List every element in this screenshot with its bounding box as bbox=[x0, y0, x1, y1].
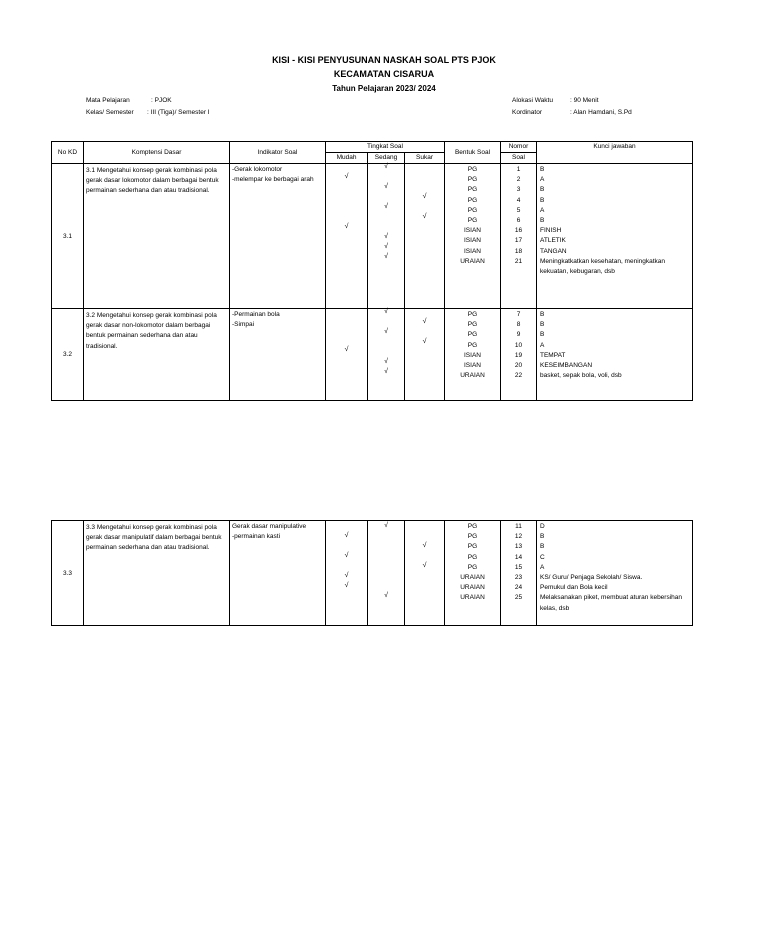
indikator-item: -Permainan bola bbox=[232, 311, 280, 318]
list-item: B bbox=[540, 321, 545, 329]
nomor-list bbox=[501, 521, 536, 604]
list-item: 10 bbox=[514, 341, 523, 349]
header-nomor: Nomor bbox=[501, 142, 537, 153]
header-tingkat: Tingkat Soal bbox=[326, 142, 445, 153]
mapel-value: : PJOK bbox=[151, 97, 172, 104]
check-mark: √ bbox=[344, 552, 349, 559]
list-item: 23 bbox=[514, 573, 523, 581]
sukar-cell bbox=[405, 309, 445, 401]
list-item: 19 bbox=[514, 351, 523, 359]
alokasi-value: : 90 Menit bbox=[570, 97, 599, 104]
indikator-item: -Simpai bbox=[232, 321, 255, 329]
list-item: 13 bbox=[514, 543, 523, 551]
header-sukar: Sukar bbox=[405, 153, 445, 164]
sukar-cell bbox=[405, 164, 445, 309]
list-item: 1 bbox=[516, 166, 521, 173]
list-item: 9 bbox=[516, 331, 521, 339]
bentuk-cell bbox=[445, 521, 501, 626]
kompetensi-text: 3.3 Mengetahui konsep gerak kombinasi pola gerak dasar manipulatif dalam berbagai bentuk permainan sederhana dan atau tradisional. bbox=[86, 524, 222, 552]
meta-kelas bbox=[86, 108, 210, 118]
indikator-item: -Gerak lokomotor bbox=[232, 166, 283, 173]
kunci-cell bbox=[537, 521, 693, 626]
bentuk-list bbox=[445, 309, 500, 381]
check-mark: √ bbox=[384, 592, 388, 599]
list-item: C bbox=[540, 553, 545, 561]
nomor-list bbox=[501, 164, 536, 267]
meta-kordinator bbox=[512, 108, 632, 118]
kompetensi-cell bbox=[84, 521, 230, 626]
list-item: A bbox=[540, 341, 545, 349]
check-mark: √ bbox=[422, 338, 427, 345]
kunci-list bbox=[537, 521, 692, 614]
list-item: ATLETIK bbox=[540, 237, 566, 245]
kisi-table-main bbox=[51, 141, 693, 401]
list-item: B bbox=[540, 331, 545, 339]
list-item: B bbox=[540, 166, 545, 173]
list-item: PG bbox=[467, 311, 478, 318]
kunci-cell bbox=[537, 164, 693, 309]
nomor-cell bbox=[501, 309, 537, 401]
kelas-label: Kelas/ Semester bbox=[86, 109, 134, 116]
list-item: 11 bbox=[515, 523, 522, 530]
check-mark: √ bbox=[384, 522, 388, 529]
bentuk-list bbox=[445, 521, 500, 604]
school-year: Tahun Pelajaran 2023/ 2024 bbox=[332, 84, 436, 93]
sedang-cell bbox=[368, 164, 405, 309]
indikator-cell bbox=[230, 309, 326, 401]
check-mark: √ bbox=[344, 532, 349, 539]
list-item: PG bbox=[467, 341, 478, 349]
check-mark: √ bbox=[422, 562, 427, 569]
check-mark: √ bbox=[384, 328, 388, 335]
list-item: B bbox=[540, 196, 545, 204]
list-item: 14 bbox=[514, 553, 523, 561]
list-item: basket, sepak bola, voli, dsb bbox=[540, 372, 622, 380]
bentuk-cell bbox=[445, 309, 501, 401]
list-item: 6 bbox=[516, 216, 521, 224]
list-item: 15 bbox=[514, 563, 523, 571]
mudah-cell bbox=[326, 164, 368, 309]
list-item: 24 bbox=[514, 584, 523, 592]
list-item: B bbox=[540, 311, 545, 318]
list-item: 5 bbox=[516, 206, 521, 214]
check-mark: √ bbox=[384, 253, 388, 260]
check-mark: √ bbox=[384, 233, 388, 240]
list-item: 4 bbox=[516, 196, 521, 204]
check-mark: √ bbox=[384, 308, 388, 315]
kordinator-value: : Alan Hamdani, S.Pd bbox=[570, 109, 632, 116]
alokasi-label: Alokasi Waktu bbox=[512, 97, 553, 104]
list-item: 20 bbox=[514, 361, 523, 369]
document-title: KISI - KISI PENYUSUNAN NASKAH SOAL PTS PJOK bbox=[272, 55, 496, 65]
table-row bbox=[52, 521, 693, 626]
header-bentuk: Bentuk Soal bbox=[445, 142, 501, 164]
list-item: ISIAN bbox=[464, 351, 481, 359]
list-item: 25 bbox=[514, 594, 523, 602]
kompetensi-text: 3.2 Mengetahui konsep gerak kombinasi pola gerak dasar non-lokomotor dalam berbagai bentuk permainan sederhana dan atau tradisional. bbox=[86, 312, 217, 350]
list-item: B bbox=[540, 543, 545, 551]
kordinator-label: Kordinator bbox=[512, 109, 542, 116]
list-item: 17 bbox=[514, 237, 523, 245]
list-item: B bbox=[540, 216, 545, 224]
nomor-list bbox=[501, 309, 536, 381]
indikator-item: Gerak dasar manipulative bbox=[232, 523, 307, 530]
list-item: KESEIMBANGAN bbox=[540, 361, 593, 369]
kunci-list bbox=[537, 309, 692, 381]
list-item: PG bbox=[467, 196, 478, 204]
list-item: A bbox=[540, 176, 545, 184]
document-subtitle: KECAMATAN CISARUA bbox=[333, 69, 435, 79]
list-item: 22 bbox=[514, 372, 523, 380]
meta-mapel bbox=[86, 96, 172, 106]
check-mark: √ bbox=[422, 213, 427, 220]
check-mark: √ bbox=[422, 542, 427, 549]
nomor-cell bbox=[501, 521, 537, 626]
list-item: PG bbox=[467, 176, 478, 184]
check-mark: √ bbox=[384, 358, 388, 365]
list-item: 3 bbox=[516, 186, 521, 194]
list-item: Pemukul dan Bola kecil bbox=[540, 584, 608, 592]
list-item: 8 bbox=[516, 321, 521, 329]
list-item: URAIAN bbox=[460, 584, 485, 592]
kunci-list bbox=[537, 164, 692, 277]
check-mark: √ bbox=[384, 368, 388, 375]
indikator-item: -permainan kasti bbox=[232, 533, 281, 541]
list-item: B bbox=[540, 186, 545, 194]
mudah-cell bbox=[326, 521, 368, 626]
check-mark: √ bbox=[384, 183, 388, 190]
list-item: ISIAN bbox=[464, 247, 481, 255]
check-mark: √ bbox=[344, 572, 349, 579]
kompetensi-cell bbox=[84, 309, 230, 401]
list-item: PG bbox=[467, 553, 478, 561]
list-item: FINISH bbox=[540, 227, 562, 235]
kd-number: 3.2 bbox=[52, 309, 84, 401]
kunci-cell bbox=[537, 309, 693, 401]
list-item: PG bbox=[467, 166, 478, 173]
list-item: PG bbox=[467, 523, 478, 530]
list-item: URAIAN bbox=[460, 573, 485, 581]
list-item: PG bbox=[467, 216, 478, 224]
indikator-cell bbox=[230, 521, 326, 626]
header-soal: Soal bbox=[501, 153, 537, 164]
bentuk-cell bbox=[445, 164, 501, 309]
list-item: 7 bbox=[516, 311, 521, 318]
header-indikator: Indikator Soal bbox=[230, 142, 326, 164]
kd-number: 3.1 bbox=[52, 164, 84, 309]
header-mudah: Mudah bbox=[326, 153, 368, 164]
kompetensi-cell bbox=[84, 164, 230, 309]
check-mark: √ bbox=[344, 223, 349, 230]
list-item: PG bbox=[467, 321, 478, 329]
indikator-cell bbox=[230, 164, 326, 309]
list-item: PG bbox=[467, 563, 478, 571]
list-item: ISIAN bbox=[464, 237, 481, 245]
check-mark: √ bbox=[422, 193, 427, 200]
list-item: 2 bbox=[516, 176, 521, 184]
kisi-table-continued bbox=[51, 520, 693, 626]
mudah-cell bbox=[326, 309, 368, 401]
list-item: 16 bbox=[514, 227, 523, 235]
header-no-kd: No KD bbox=[52, 142, 84, 164]
table-row bbox=[52, 164, 693, 309]
check-mark: √ bbox=[384, 163, 388, 170]
list-item: B bbox=[540, 533, 545, 541]
header-sedang: Sedang bbox=[368, 153, 405, 164]
kelas-value: : III (Tiga)/ Semester I bbox=[147, 109, 210, 116]
kd-number: 3.3 bbox=[52, 521, 84, 626]
list-item: D bbox=[540, 523, 545, 530]
kompetensi-text: 3.1 Mengetahui konsep gerak kombinasi pola gerak dasar lokomotor dalam berbagai bentuk permainan sederhana dan atau tradisional. bbox=[86, 167, 219, 195]
list-item: URAIAN bbox=[460, 372, 485, 380]
sedang-cell bbox=[368, 521, 405, 626]
mapel-label: Mata Pelajaran bbox=[86, 97, 130, 104]
list-item: ISIAN bbox=[464, 361, 481, 369]
check-mark: √ bbox=[344, 346, 349, 353]
check-mark: √ bbox=[344, 173, 349, 180]
indikator-item: -melempar ke berbagai arah bbox=[232, 176, 314, 184]
list-item: PG bbox=[467, 331, 478, 339]
check-mark: √ bbox=[384, 243, 388, 250]
list-item: URAIAN bbox=[460, 594, 485, 602]
list-item: KS/ Guru/ Penjaga Sekolah/ Siswa. bbox=[540, 573, 643, 581]
list-item: TANGAN bbox=[540, 247, 567, 255]
list-item: URAIAN bbox=[460, 257, 485, 265]
list-item: Meningkatkatkan kesehatan, meningkatkan kekuatan, kebugaran, dsb bbox=[540, 257, 666, 275]
bentuk-list bbox=[445, 164, 500, 267]
list-item: 21 bbox=[514, 257, 523, 265]
check-mark: √ bbox=[384, 203, 388, 210]
list-item: PG bbox=[467, 206, 478, 214]
list-item: PG bbox=[467, 533, 478, 541]
list-item: ISIAN bbox=[464, 227, 481, 235]
table-row bbox=[52, 309, 693, 401]
list-item: 18 bbox=[514, 247, 523, 255]
list-item: Melaksanakan piket, membuat aturan kebersihan kelas, dsb bbox=[540, 594, 682, 612]
list-item: PG bbox=[467, 186, 478, 194]
header-kompetensi: Komptensi Dasar bbox=[84, 142, 230, 164]
check-mark: √ bbox=[422, 318, 427, 325]
list-item: A bbox=[540, 206, 545, 214]
sedang-cell bbox=[368, 309, 405, 401]
nomor-cell bbox=[501, 164, 537, 309]
meta-alokasi bbox=[512, 96, 599, 106]
header-kunci: Kunci jawaban bbox=[537, 142, 693, 164]
sukar-cell bbox=[405, 521, 445, 626]
check-mark: √ bbox=[344, 582, 349, 589]
list-item: TEMPAT bbox=[540, 351, 566, 359]
list-item: PG bbox=[467, 543, 478, 551]
list-item: 12 bbox=[514, 533, 523, 541]
list-item: A bbox=[540, 563, 545, 571]
